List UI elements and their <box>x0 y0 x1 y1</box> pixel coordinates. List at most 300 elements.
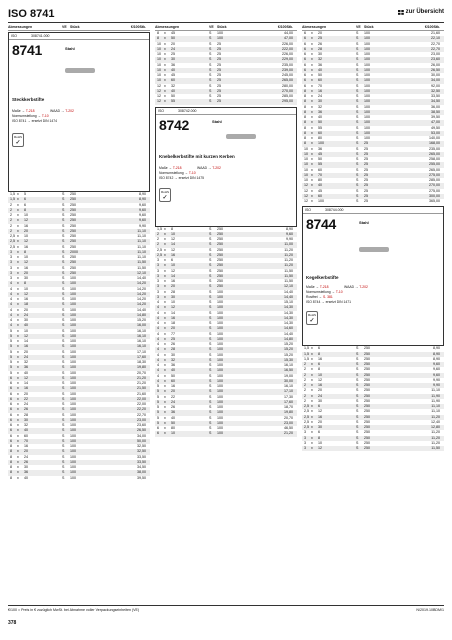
cell-price: 11,50 <box>284 273 293 278</box>
cell-qty: 100 <box>217 415 223 420</box>
cell-price: 15,20 <box>284 352 293 357</box>
cell-qty: 100 <box>217 368 223 373</box>
cell-price: 22,70 <box>431 46 440 51</box>
cell-d2: 55 <box>318 125 322 130</box>
cell-qty: 100 <box>70 444 76 448</box>
cell-ve: S <box>356 430 359 435</box>
cell-x: x <box>164 347 166 352</box>
cell-price: 15,20 <box>137 318 146 322</box>
cell-d1: 5 <box>157 405 159 409</box>
cell-price: 21,60 <box>137 391 146 396</box>
cell-x: x <box>17 318 19 322</box>
cell-ve: S <box>356 404 359 408</box>
cell-d1: 2,5 <box>157 247 162 252</box>
cell-d2: 45 <box>318 188 322 193</box>
cell-x: x <box>164 420 166 425</box>
cell-ve: S <box>62 244 65 249</box>
cell-x: x <box>17 302 19 307</box>
cell-qty: 100 <box>364 31 370 35</box>
cell-price: 22,70 <box>137 412 146 417</box>
cell-ve: S <box>356 414 359 419</box>
cell-price: 17,10 <box>284 389 293 394</box>
ref-link[interactable]: T-218 <box>319 285 329 290</box>
table-row[interactable] <box>302 446 444 451</box>
cell-qty: 100 <box>364 46 370 51</box>
cell-d1: 3 <box>10 249 12 254</box>
ref-link-waad[interactable]: T-202 <box>65 109 74 113</box>
cell-x: x <box>17 454 19 459</box>
cell-price: 23,00 <box>284 420 293 425</box>
cell-price: 11,20 <box>431 430 440 435</box>
cell-d1: 4 <box>157 300 159 304</box>
cell-x: x <box>17 433 19 438</box>
cell-ve: S <box>209 226 212 231</box>
cell-x: x <box>17 428 19 433</box>
cell-d1: 8 <box>157 31 159 35</box>
table-row[interactable] <box>155 99 297 104</box>
cell-d2: 10 <box>171 231 175 236</box>
cell-price: 14,20 <box>137 302 146 307</box>
cell-d2: 10 <box>24 213 28 217</box>
article-code[interactable]: 308744.000 <box>325 208 344 213</box>
cell-x: x <box>311 183 313 188</box>
cell-ve: S <box>209 420 212 425</box>
cell-x: x <box>311 419 313 424</box>
cell-d2: 70 <box>318 83 322 88</box>
cell-d1: 6 <box>10 428 12 433</box>
cell-d1: 3 <box>157 289 159 294</box>
cell-d2: 6 <box>318 430 320 435</box>
cell-d2: 6 <box>318 404 320 408</box>
cell-d2: 60 <box>318 130 322 135</box>
cell-price: 11,20 <box>284 252 293 257</box>
cell-price: 15,20 <box>284 347 293 352</box>
rohs-label: RoHS <box>307 313 316 318</box>
cell-x: x <box>311 377 313 382</box>
cell-price: 14,80 <box>137 312 146 317</box>
cell-x: x <box>164 384 166 388</box>
cell-ve: S <box>356 136 359 140</box>
cell-d2: 8 <box>171 226 173 231</box>
cell-ve: S <box>62 354 65 359</box>
cell-ve: S <box>62 417 65 422</box>
cell-d1: 6 <box>10 433 12 438</box>
cell-d1: 12 <box>157 94 161 98</box>
cell-x: x <box>17 444 19 448</box>
cell-d1: 10 <box>157 41 161 46</box>
cell-d1: 2,5 <box>304 419 309 424</box>
cell-ve: S <box>356 346 359 351</box>
cell-price: 235,00 <box>282 62 293 67</box>
cell-qty: 250 <box>364 409 370 414</box>
cell-x: x <box>17 470 19 475</box>
cell-price: 46,50 <box>284 426 293 430</box>
cell-qty: 100 <box>70 302 76 307</box>
cell-d1: 5 <box>10 354 12 359</box>
cell-qty: 250 <box>70 244 76 249</box>
cell-ve: S <box>62 270 65 275</box>
cell-d2: 14 <box>171 242 175 247</box>
cell-d2: 100 <box>318 199 324 203</box>
cell-d1: 3 <box>304 446 306 450</box>
cell-qty: 100 <box>364 83 370 88</box>
cell-qty: 100 <box>70 297 76 301</box>
cell-d2: 20 <box>171 389 175 394</box>
cell-d2: 36 <box>24 365 28 370</box>
cell-d2: 16 <box>318 356 322 361</box>
cell-x: x <box>164 252 166 257</box>
cell-price: 11,10 <box>431 404 440 408</box>
cell-d2: 8 <box>24 249 26 254</box>
cell-ve: S <box>356 398 359 403</box>
cell-x: x <box>311 57 313 62</box>
cell-ve: S <box>209 352 212 357</box>
cell-d1: 6 <box>10 391 12 396</box>
cell-qty: 100 <box>364 78 370 83</box>
cell-x: x <box>17 423 19 427</box>
cell-d2: 12 <box>171 305 175 310</box>
article-code[interactable]: 308741.000 <box>31 34 50 38</box>
pin-image <box>359 247 389 252</box>
cell-d1: 6 <box>10 412 12 417</box>
cell-d2: 10 <box>318 372 322 377</box>
cell-x: x <box>17 265 19 270</box>
cell-ve: S <box>209 368 212 373</box>
cell-d2: 80 <box>318 136 322 140</box>
cell-qty: 100 <box>217 431 223 436</box>
cell-x: x <box>311 167 313 172</box>
material-label: Stahl <box>212 118 222 124</box>
cell-d2: 60 <box>24 433 28 438</box>
cell-ve: S <box>62 449 65 454</box>
cell-d1: 8 <box>10 475 12 480</box>
footer-note: €/100 = Preis in € zuzüglich MwSt. bei Abnahme voller Verpackungseinheiten (VE) <box>8 608 140 612</box>
ref-label: Normumstellung <box>12 114 37 118</box>
cell-ve: S <box>62 302 65 307</box>
ref-link-waad[interactable]: T-202 <box>212 165 221 170</box>
pin-image <box>65 68 95 73</box>
cell-d2: 26 <box>24 407 28 412</box>
cell-price: 11,10 <box>137 228 146 233</box>
cell-d1: 4 <box>10 281 12 286</box>
cell-qty: 100 <box>70 396 76 401</box>
cell-d2: 32 <box>318 104 322 109</box>
cell-qty: 100 <box>70 428 76 433</box>
cell-d1: 8 <box>10 459 12 464</box>
cell-price: 9,90 <box>433 383 440 387</box>
cell-price: 11,10 <box>137 255 146 259</box>
cell-qty: 100 <box>364 62 370 67</box>
header-price: €/100Stk. <box>130 25 146 29</box>
cell-price: 92,00 <box>431 83 440 88</box>
cell-x: x <box>164 331 166 336</box>
cell-price: 12,80 <box>431 425 440 429</box>
cell-qty: 250 <box>364 446 370 450</box>
cell-d2: 20 <box>24 349 28 354</box>
cell-d2: 6 <box>318 346 320 351</box>
cell-price: 11,20 <box>284 258 293 262</box>
cell-d2: 36 <box>171 363 175 367</box>
cell-x: x <box>17 328 19 333</box>
cell-d2: 40 <box>171 415 175 420</box>
cell-qty: 100 <box>364 94 370 98</box>
cell-qty: 25 <box>364 141 368 146</box>
cell-d1: 2 <box>10 228 12 233</box>
cell-d1: 4 <box>10 323 12 328</box>
cell-ve: S <box>209 263 212 268</box>
cell-ve: S <box>356 367 359 372</box>
cell-ve: S <box>62 433 65 438</box>
cell-ve: S <box>62 213 65 217</box>
cell-x: x <box>17 307 19 312</box>
rohs-badge <box>306 311 318 325</box>
cell-qty: 250 <box>217 247 223 252</box>
cell-d2: 20 <box>171 284 175 289</box>
cell-x: x <box>17 391 19 396</box>
cell-x: x <box>311 372 313 377</box>
cell-price: 21,20 <box>284 431 293 436</box>
cell-qty: 250 <box>364 346 370 351</box>
cell-x: x <box>164 273 166 278</box>
cell-x: x <box>17 281 19 286</box>
cell-d1: 3 <box>157 294 159 299</box>
cell-d1: 8 <box>10 454 12 459</box>
cell-d1: 8 <box>10 449 12 454</box>
cell-d1: 8 <box>304 125 306 130</box>
cell-qty: 100 <box>217 294 223 299</box>
cell-price: 14,40 <box>284 294 293 299</box>
cell-x: x <box>311 409 313 414</box>
cell-d1: 5 <box>10 370 12 375</box>
cell-qty: 100 <box>70 475 76 480</box>
cell-d2: 14 <box>171 310 175 315</box>
ref-link[interactable]: T-10 <box>41 114 49 118</box>
cell-x: x <box>311 440 313 445</box>
cell-d2: 10 <box>24 255 28 259</box>
cell-d2: 24 <box>24 402 28 406</box>
cell-qty: 100 <box>217 399 223 404</box>
cell-d1: 10 <box>304 146 308 151</box>
table-row[interactable] <box>302 199 444 204</box>
ref-lines: Maße → T-218 WAAD → T-202 Normumstellung → T-10 ISO 8741 → ersetzt DIN 1474 <box>12 109 74 123</box>
cell-x: x <box>311 88 313 93</box>
cell-d1: 5 <box>10 339 12 343</box>
column-2 <box>155 24 297 437</box>
cell-ve: S <box>62 428 65 433</box>
cell-price: 16,10 <box>137 333 146 338</box>
material-label: Stahl <box>65 46 75 51</box>
cell-qty: 250 <box>364 404 370 408</box>
cell-ve: S <box>356 162 359 167</box>
cell-x: x <box>164 73 166 77</box>
cell-x: x <box>164 373 166 378</box>
cell-d2: 50 <box>318 120 322 125</box>
cell-d1: 5 <box>157 384 159 388</box>
cell-d2: 20 <box>318 31 322 35</box>
cell-qty: 100 <box>70 323 76 328</box>
cell-x: x <box>164 263 166 268</box>
cell-d1: 10 <box>157 67 161 72</box>
cell-d1: 12 <box>304 193 308 198</box>
cell-d2: 60 <box>318 167 322 172</box>
ref-lines: Maße → T-218 WAAD → T-202 Normumstellung → T-10 Rostfrei → S. 381 ISO 8744 → ersetzt DIN 1471 <box>306 285 368 305</box>
cell-x: x <box>164 336 166 341</box>
cell-ve: S <box>62 475 65 480</box>
cell-d1: 2,5 <box>304 425 309 429</box>
cell-x: x <box>17 276 19 280</box>
table-col1 <box>8 192 150 481</box>
cell-d1: 3 <box>304 430 306 435</box>
cell-d1: 2 <box>157 242 159 247</box>
table-col2a <box>155 31 297 105</box>
cell-qty: 250 <box>70 213 76 217</box>
cell-price: 26,50 <box>431 67 440 72</box>
cell-x: x <box>17 255 19 259</box>
cell-qty: 250 <box>217 279 223 283</box>
cell-qty: 100 <box>70 459 76 464</box>
cell-d1: 5 <box>157 399 159 404</box>
cell-x: x <box>17 244 19 249</box>
cell-x: x <box>17 354 19 359</box>
cell-x: x <box>311 346 313 351</box>
cell-ve: S <box>209 315 212 320</box>
ref-link[interactable]: T-218 <box>172 165 182 170</box>
cell-d2: 36 <box>24 470 28 475</box>
cell-ve: S <box>356 46 359 51</box>
cell-d2: 24 <box>24 354 28 359</box>
cell-x: x <box>311 383 313 387</box>
table-row[interactable] <box>8 476 150 481</box>
cell-d2: 32 <box>24 423 28 427</box>
cell-d1: 4 <box>10 307 12 312</box>
rohs-label: RoHS <box>160 189 169 194</box>
cell-price: 19,00 <box>284 373 293 378</box>
cell-x: x <box>311 109 313 114</box>
cell-ve: S <box>209 305 212 310</box>
cell-qty: 100 <box>217 326 223 331</box>
cell-price: 9,60 <box>433 362 440 366</box>
cell-x: x <box>17 228 19 233</box>
cell-x: x <box>17 260 19 265</box>
cell-d1: 3 <box>304 440 306 445</box>
replacement-note: ISO 8742 → ersetzt DIN 1475 <box>159 175 205 180</box>
cell-qty: 100 <box>364 120 370 125</box>
cell-d1: 6 <box>304 31 306 35</box>
cell-qty: 100 <box>70 454 76 459</box>
cell-qty: 100 <box>70 370 76 375</box>
cell-x: x <box>164 237 166 241</box>
cell-ve: S <box>356 141 359 146</box>
cell-d1: 3 <box>157 268 159 273</box>
cell-price: 23,60 <box>137 423 146 427</box>
cell-ve: S <box>62 312 65 317</box>
cell-price: 23,00 <box>137 417 146 422</box>
cell-d2: 55 <box>318 162 322 167</box>
cell-qty: 100 <box>70 307 76 312</box>
cell-qty: 100 <box>70 360 76 364</box>
ref-link[interactable]: T-10 <box>188 170 196 175</box>
cell-price: 168,00 <box>429 141 440 146</box>
cell-price: 11,50 <box>431 446 440 450</box>
cell-price: 222,00 <box>282 46 293 51</box>
cell-x: x <box>17 407 19 412</box>
ref-link-waad[interactable]: T-202 <box>359 285 368 290</box>
cell-ve: S <box>62 323 65 328</box>
cell-d2: 36 <box>318 62 322 67</box>
cell-price: 14,30 <box>284 310 293 315</box>
cell-d2: 26 <box>171 405 175 409</box>
cell-qty: 100 <box>217 31 223 35</box>
cell-qty: 100 <box>217 410 223 415</box>
cell-d1: 12 <box>304 183 308 188</box>
cell-price: 53,00 <box>431 130 440 135</box>
cell-ve: S <box>62 423 65 427</box>
cell-x: x <box>311 356 313 361</box>
cell-d1: 5 <box>157 415 159 420</box>
cell-ve: S <box>209 247 212 252</box>
cell-d1: 6 <box>10 386 12 391</box>
cell-price: 11,10 <box>137 244 146 249</box>
cell-qty: 100 <box>70 286 76 291</box>
cell-ve: S <box>356 83 359 88</box>
cell-qty: 100 <box>70 344 76 349</box>
cell-x: x <box>17 349 19 354</box>
cell-ve: S <box>62 291 65 296</box>
cell-d2: 40 <box>318 183 322 188</box>
cell-x: x <box>17 234 19 238</box>
cell-price: 16,00 <box>137 323 146 328</box>
cell-qty: 250 <box>364 419 370 424</box>
article-code[interactable]: 308742.000 <box>178 108 197 113</box>
cell-d2: 16 <box>318 414 322 419</box>
cell-price: 8,90 <box>139 197 146 202</box>
cell-ve: S <box>356 178 359 182</box>
cell-ve: S <box>209 41 212 46</box>
cell-qty: 25 <box>217 83 221 88</box>
cell-d2: 45 <box>171 31 175 35</box>
cell-ve: S <box>356 440 359 445</box>
cell-ve: S <box>209 94 212 98</box>
cell-d2: 10 <box>318 440 322 445</box>
cell-d2: 70 <box>318 172 322 177</box>
cell-ve: S <box>209 57 212 62</box>
cell-qty: 100 <box>70 276 76 280</box>
cell-x: x <box>164 52 166 56</box>
cell-qty: 250 <box>70 197 76 202</box>
table-row[interactable] <box>155 431 297 436</box>
ref-link[interactable]: S. 381 <box>322 295 333 300</box>
cell-qty: 250 <box>364 440 370 445</box>
cell-ve: S <box>356 94 359 98</box>
cell-d1: 4 <box>157 373 159 378</box>
cell-price: 47,00 <box>431 120 440 125</box>
ref-link[interactable]: T-10 <box>335 290 343 295</box>
ref-link[interactable]: T-218 <box>25 109 35 113</box>
overview-link[interactable] <box>398 9 444 15</box>
cell-d2: 20 <box>24 307 28 312</box>
product-block-8742 <box>155 107 297 227</box>
cell-qty: 25 <box>364 157 368 161</box>
cell-x: x <box>164 41 166 46</box>
cell-x: x <box>164 57 166 62</box>
cell-price: 15,20 <box>284 342 293 346</box>
cell-d2: 70 <box>24 438 28 443</box>
cell-qty: 250 <box>364 383 370 387</box>
cell-ve: S <box>356 78 359 83</box>
cell-qty: 250 <box>70 223 76 228</box>
cell-qty: 25 <box>364 188 368 193</box>
cell-price: 26,00 <box>431 62 440 67</box>
